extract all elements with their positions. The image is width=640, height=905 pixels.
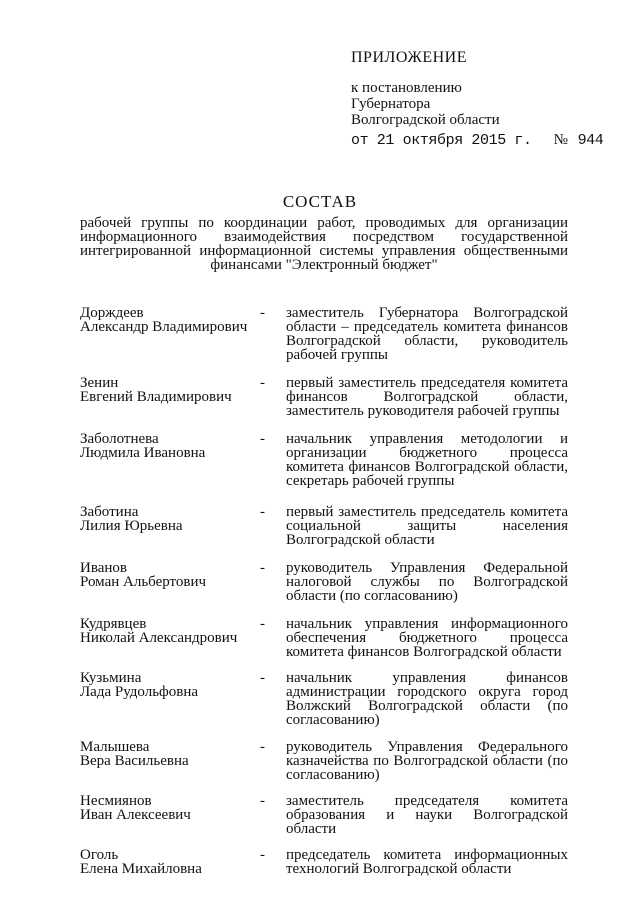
member-dash: - xyxy=(260,847,265,863)
member-name xyxy=(80,561,258,589)
member-dash: - xyxy=(260,431,265,447)
member-dash: - xyxy=(260,560,265,576)
member-surname: Несмиянов xyxy=(80,793,152,809)
member-surname: Заботина xyxy=(80,504,139,520)
decree-date: от 21 октября 2015 г. xyxy=(351,132,532,149)
member-name xyxy=(80,794,258,822)
member-surname: Оголь xyxy=(80,847,119,863)
member-role: руководитель Управления Федеральной налоговой службы по Волгоградской области (по согласованию) xyxy=(286,560,568,604)
member-name xyxy=(80,671,258,699)
member-row xyxy=(80,505,568,547)
member-row xyxy=(80,617,568,659)
member-role: первый заместитель председателя комитета финансов Волгоградской области, заместитель руководителя рабочей группы xyxy=(286,375,568,419)
member-dash: - xyxy=(260,375,265,391)
member-surname: Кузьмина xyxy=(80,670,142,686)
member-given-names: Людмила Ивановна xyxy=(80,445,206,461)
member-row xyxy=(80,671,568,727)
member-given-names: Иван Алексеевич xyxy=(80,807,191,823)
member-surname: Заболотнева xyxy=(80,431,159,447)
appendix-block xyxy=(351,50,500,128)
member-surname: Малышева xyxy=(80,739,150,755)
member-given-names: Лада Рудольфовна xyxy=(80,684,199,700)
member-name xyxy=(80,740,258,768)
member-dash: - xyxy=(260,616,265,632)
member-given-names: Николай Александрович xyxy=(80,630,238,646)
member-dash: - xyxy=(260,504,265,520)
member-dash: - xyxy=(260,305,265,321)
member-dash: - xyxy=(260,739,265,755)
document-heading: СОСТАВ xyxy=(282,192,358,211)
member-row xyxy=(80,740,568,782)
member-name xyxy=(80,376,258,404)
member-row xyxy=(80,376,568,418)
member-role: начальник управления финансов администрации городского округа город Волжский Волгоградской области (по согласованию) xyxy=(286,670,568,728)
member-given-names: Александр Владимирович xyxy=(80,319,248,335)
member-name xyxy=(80,306,258,334)
member-given-names: Лилия Юрьевна xyxy=(80,518,183,534)
appendix-title: ПРИЛОЖЕНИЕ xyxy=(351,49,468,66)
appendix-line: к постановлению xyxy=(351,80,462,96)
member-given-names: Евгений Владимирович xyxy=(80,389,232,405)
member-dash: - xyxy=(260,793,265,809)
member-role: заместитель председателя комитета образования и науки Волгоградской области xyxy=(286,793,568,837)
member-dash: - xyxy=(260,670,265,686)
member-row xyxy=(80,561,568,603)
member-row xyxy=(80,848,568,876)
member-surname: Дорждеев xyxy=(80,305,144,321)
member-role: начальник управления методологии и организации бюджетного процесса комитета финансов Волгоградской области, секретарь рабочей группы xyxy=(286,431,568,489)
member-list xyxy=(80,306,568,876)
member-name xyxy=(80,505,258,533)
member-row xyxy=(80,432,568,488)
member-role: председатель комитета информационных технологий Волгоградской области xyxy=(286,847,568,877)
member-role: начальник управления информационного обеспечения бюджетного процесса комитета финансов Волгоградской области xyxy=(286,616,568,660)
member-surname: Иванов xyxy=(80,560,127,576)
member-role: руководитель Управления Федерального казначейства по Волгоградской области (по согласованию) xyxy=(286,739,568,783)
member-surname: Зенин xyxy=(80,375,119,391)
member-row xyxy=(80,794,568,836)
member-given-names: Роман Альбертович xyxy=(80,574,207,590)
member-given-names: Вера Васильевна xyxy=(80,753,189,769)
appendix-line: Губернатора xyxy=(351,96,431,112)
member-role: первый заместитель председатель комитета социальной защиты населения Волгоградской области xyxy=(286,504,568,548)
member-row xyxy=(80,306,568,362)
member-role: заместитель Губернатора Волгоградской области – председатель комитета финансов Волгоградской области, руководитель рабочей группы xyxy=(286,305,568,363)
document-subheading: рабочей группы по координации работ, проводимых для организации информационного взаимодействия посредством государственной интегрированной информационной системы управления общественными финансами "Электронный бюджет" xyxy=(80,215,568,273)
member-surname: Кудрявцев xyxy=(80,616,147,632)
decree-line xyxy=(351,132,603,149)
member-name xyxy=(80,848,258,876)
decree-number: 944 xyxy=(577,132,604,149)
member-name xyxy=(80,617,258,645)
decree-number-label: № xyxy=(553,132,568,148)
appendix-line: Волгоградской области xyxy=(351,112,500,128)
member-name xyxy=(80,432,258,460)
member-given-names: Елена Михайловна xyxy=(80,861,202,877)
